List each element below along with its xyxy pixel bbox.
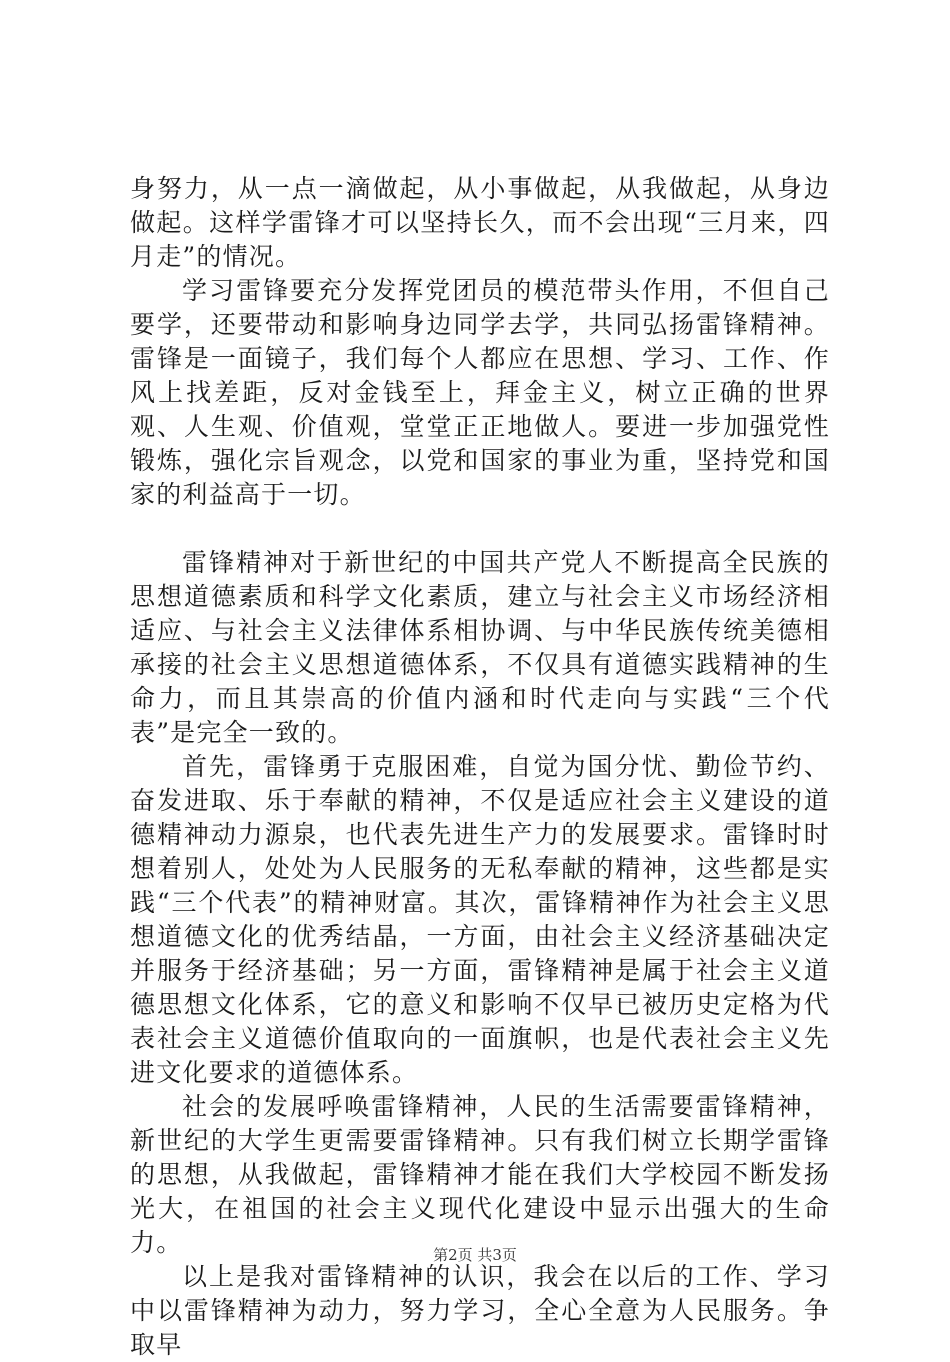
document-body xyxy=(130,172,830,1362)
paragraph: 社会的发展呼唤雷锋精神，人民的生活需要雷锋精神，新世纪的大学生更需要雷锋精神。只有我们树立长期学雷锋的思想，从我做起，雷锋精神才能在我们大学校园不断发扬光大，在祖国的社会主义现代化建设中显示出强大的生命力。 xyxy=(130,1092,830,1257)
paragraph: 学习雷锋要充分发挥党团员的模范带头作用，不但自己要学，还要带动和影响身边同学去学，共同弘扬雷锋精神。雷锋是一面镜子，我们每个人都应在思想、学习、工作、作风上找差距，反对金钱至上，拜金主义，树立正确的世界观、人生观、价值观，堂堂正正地做人。要进一步加强党性锻炼，强化宗旨观念，以党和国家的事业为重，坚持党和国家的利益高于一切。 xyxy=(130,276,830,509)
paragraph: 首先，雷锋勇于克服困难，自觉为国分忧、勤俭节约、奋发进取、乐于奉献的精神，不仅是适应社会主义建设的道德精神动力源泉，也代表先进生产力的发展要求。雷锋时时想着别人，处处为人民服务的无私奉献的精神，这些都是实践“三个代表”的精神财富。其次，雷锋精神作为社会主义思想道德文化的优秀结晶，一方面，由社会主义经济基础决定并服务于经济基础；另一方面，雷锋精神是属于社会主义道德思想文化体系，它的意义和影响不仅早已被历史定格为代表社会主义道德价值取向的一面旗帜，也是代表社会主义先进文化要求的道德体系。 xyxy=(130,752,830,1087)
paragraph: 以上是我对雷锋精神的认识，我会在以后的工作、学习中以雷锋精神为动力，努力学习，全心全意为人民服务。争取早 xyxy=(130,1262,830,1359)
paragraph: 身努力，从一点一滴做起，从小事做起，从我做起，从身边做起。这样学雷锋才可以坚持长久，而不会出现“三月来，四月走”的情况。 xyxy=(130,174,830,271)
page-number-footer: 第2页 共3页 xyxy=(433,1246,517,1264)
paragraph-spacer xyxy=(130,512,830,546)
paragraph: 雷锋精神对于新世纪的中国共产党人不断提高全民族的思想道德素质和科学文化素质，建立与社会主义市场经济相适应、与社会主义法律体系相协调、与中华民族传统美德相承接的社会主义思想道德体系，不仅具有道德实践精神的生命力，而且其崇高的价值内涵和时代走向与实践“三个代表”是完全一致的。 xyxy=(130,548,830,747)
